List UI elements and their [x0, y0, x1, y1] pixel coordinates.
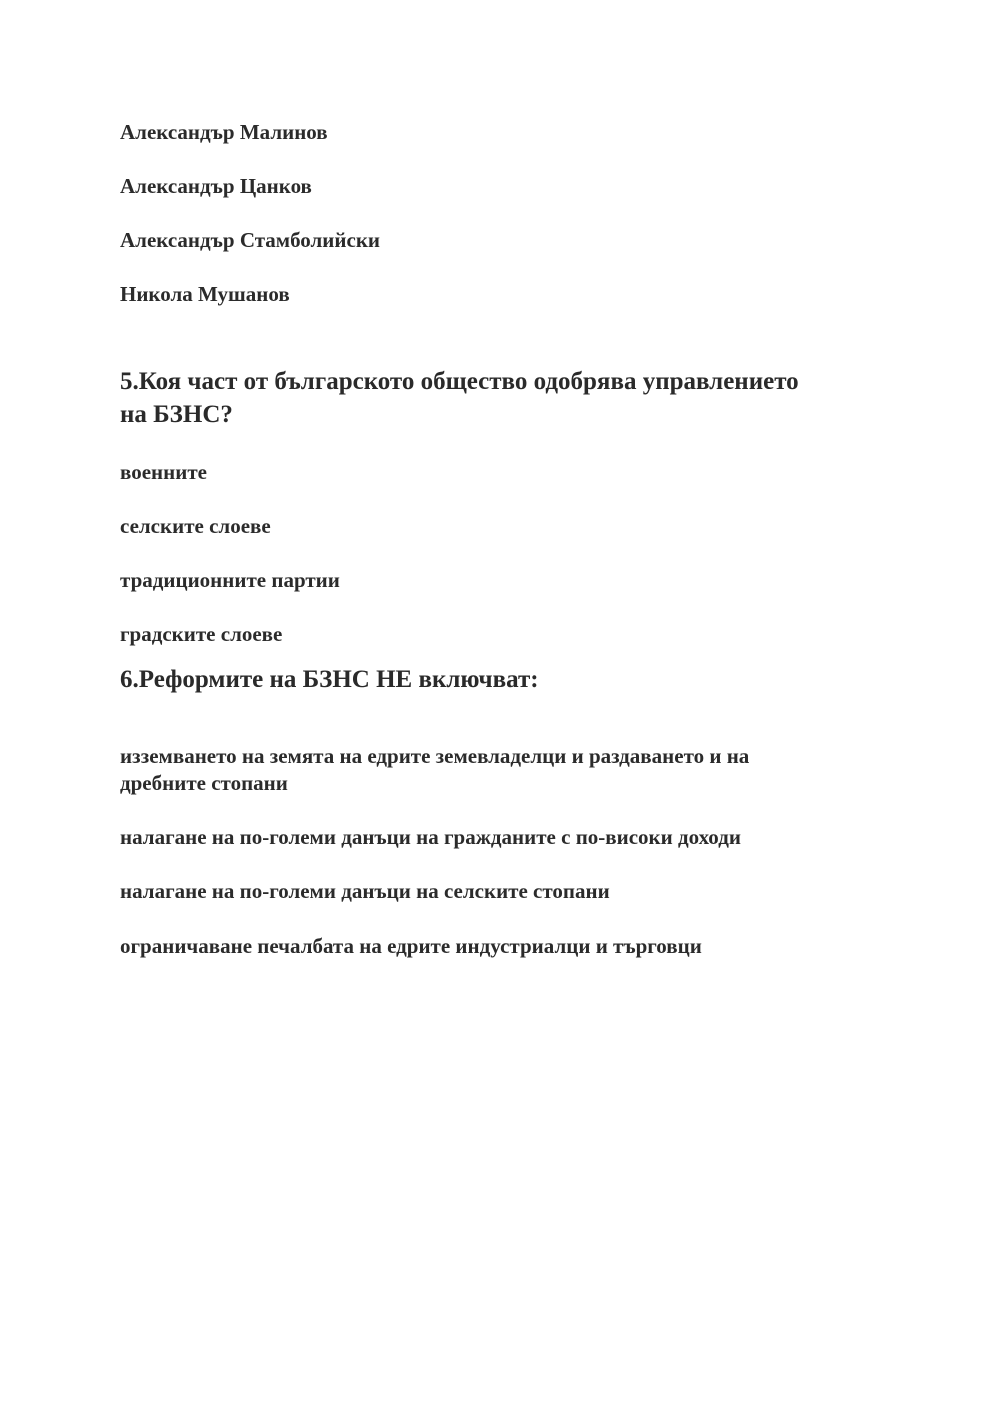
q5-title-line2: на БЗНС?	[120, 401, 233, 428]
q6-option-1-line1: изземването на земята на едрите земевладелци и раздаването и на	[120, 744, 750, 768]
q6-option-3[interactable]: налагане на по-големи данъци на селските стопани	[120, 879, 610, 903]
q5-option-2[interactable]: селските слоеве	[120, 514, 271, 538]
q6-option-2[interactable]: налагане на по-големи данъци на гражданите с по-високи доходи	[120, 825, 741, 849]
q5-option-1[interactable]: военните	[120, 460, 207, 484]
q4-option-3[interactable]: Александър Стамболийски	[120, 228, 381, 252]
q6-option-1-line2: дребните стопани	[120, 771, 288, 795]
q5-title-line1: 5.Коя част от българското общество одобрява управлението	[120, 368, 799, 395]
q5-option-4[interactable]: градските слоеве	[120, 622, 283, 646]
q4-option-2[interactable]: Александър Цанков	[120, 174, 312, 198]
q4-option-1[interactable]: Александър Малинов	[120, 120, 328, 144]
q4-option-4[interactable]: Никола Мушанов	[120, 282, 290, 306]
q6-option-4[interactable]: ограничаване печалбата на едрите индустриалци и търговци	[120, 934, 702, 958]
q6-title: 6.Реформите на БЗНС НЕ включват:	[120, 666, 539, 693]
q5-option-3[interactable]: традиционните партии	[120, 568, 340, 592]
